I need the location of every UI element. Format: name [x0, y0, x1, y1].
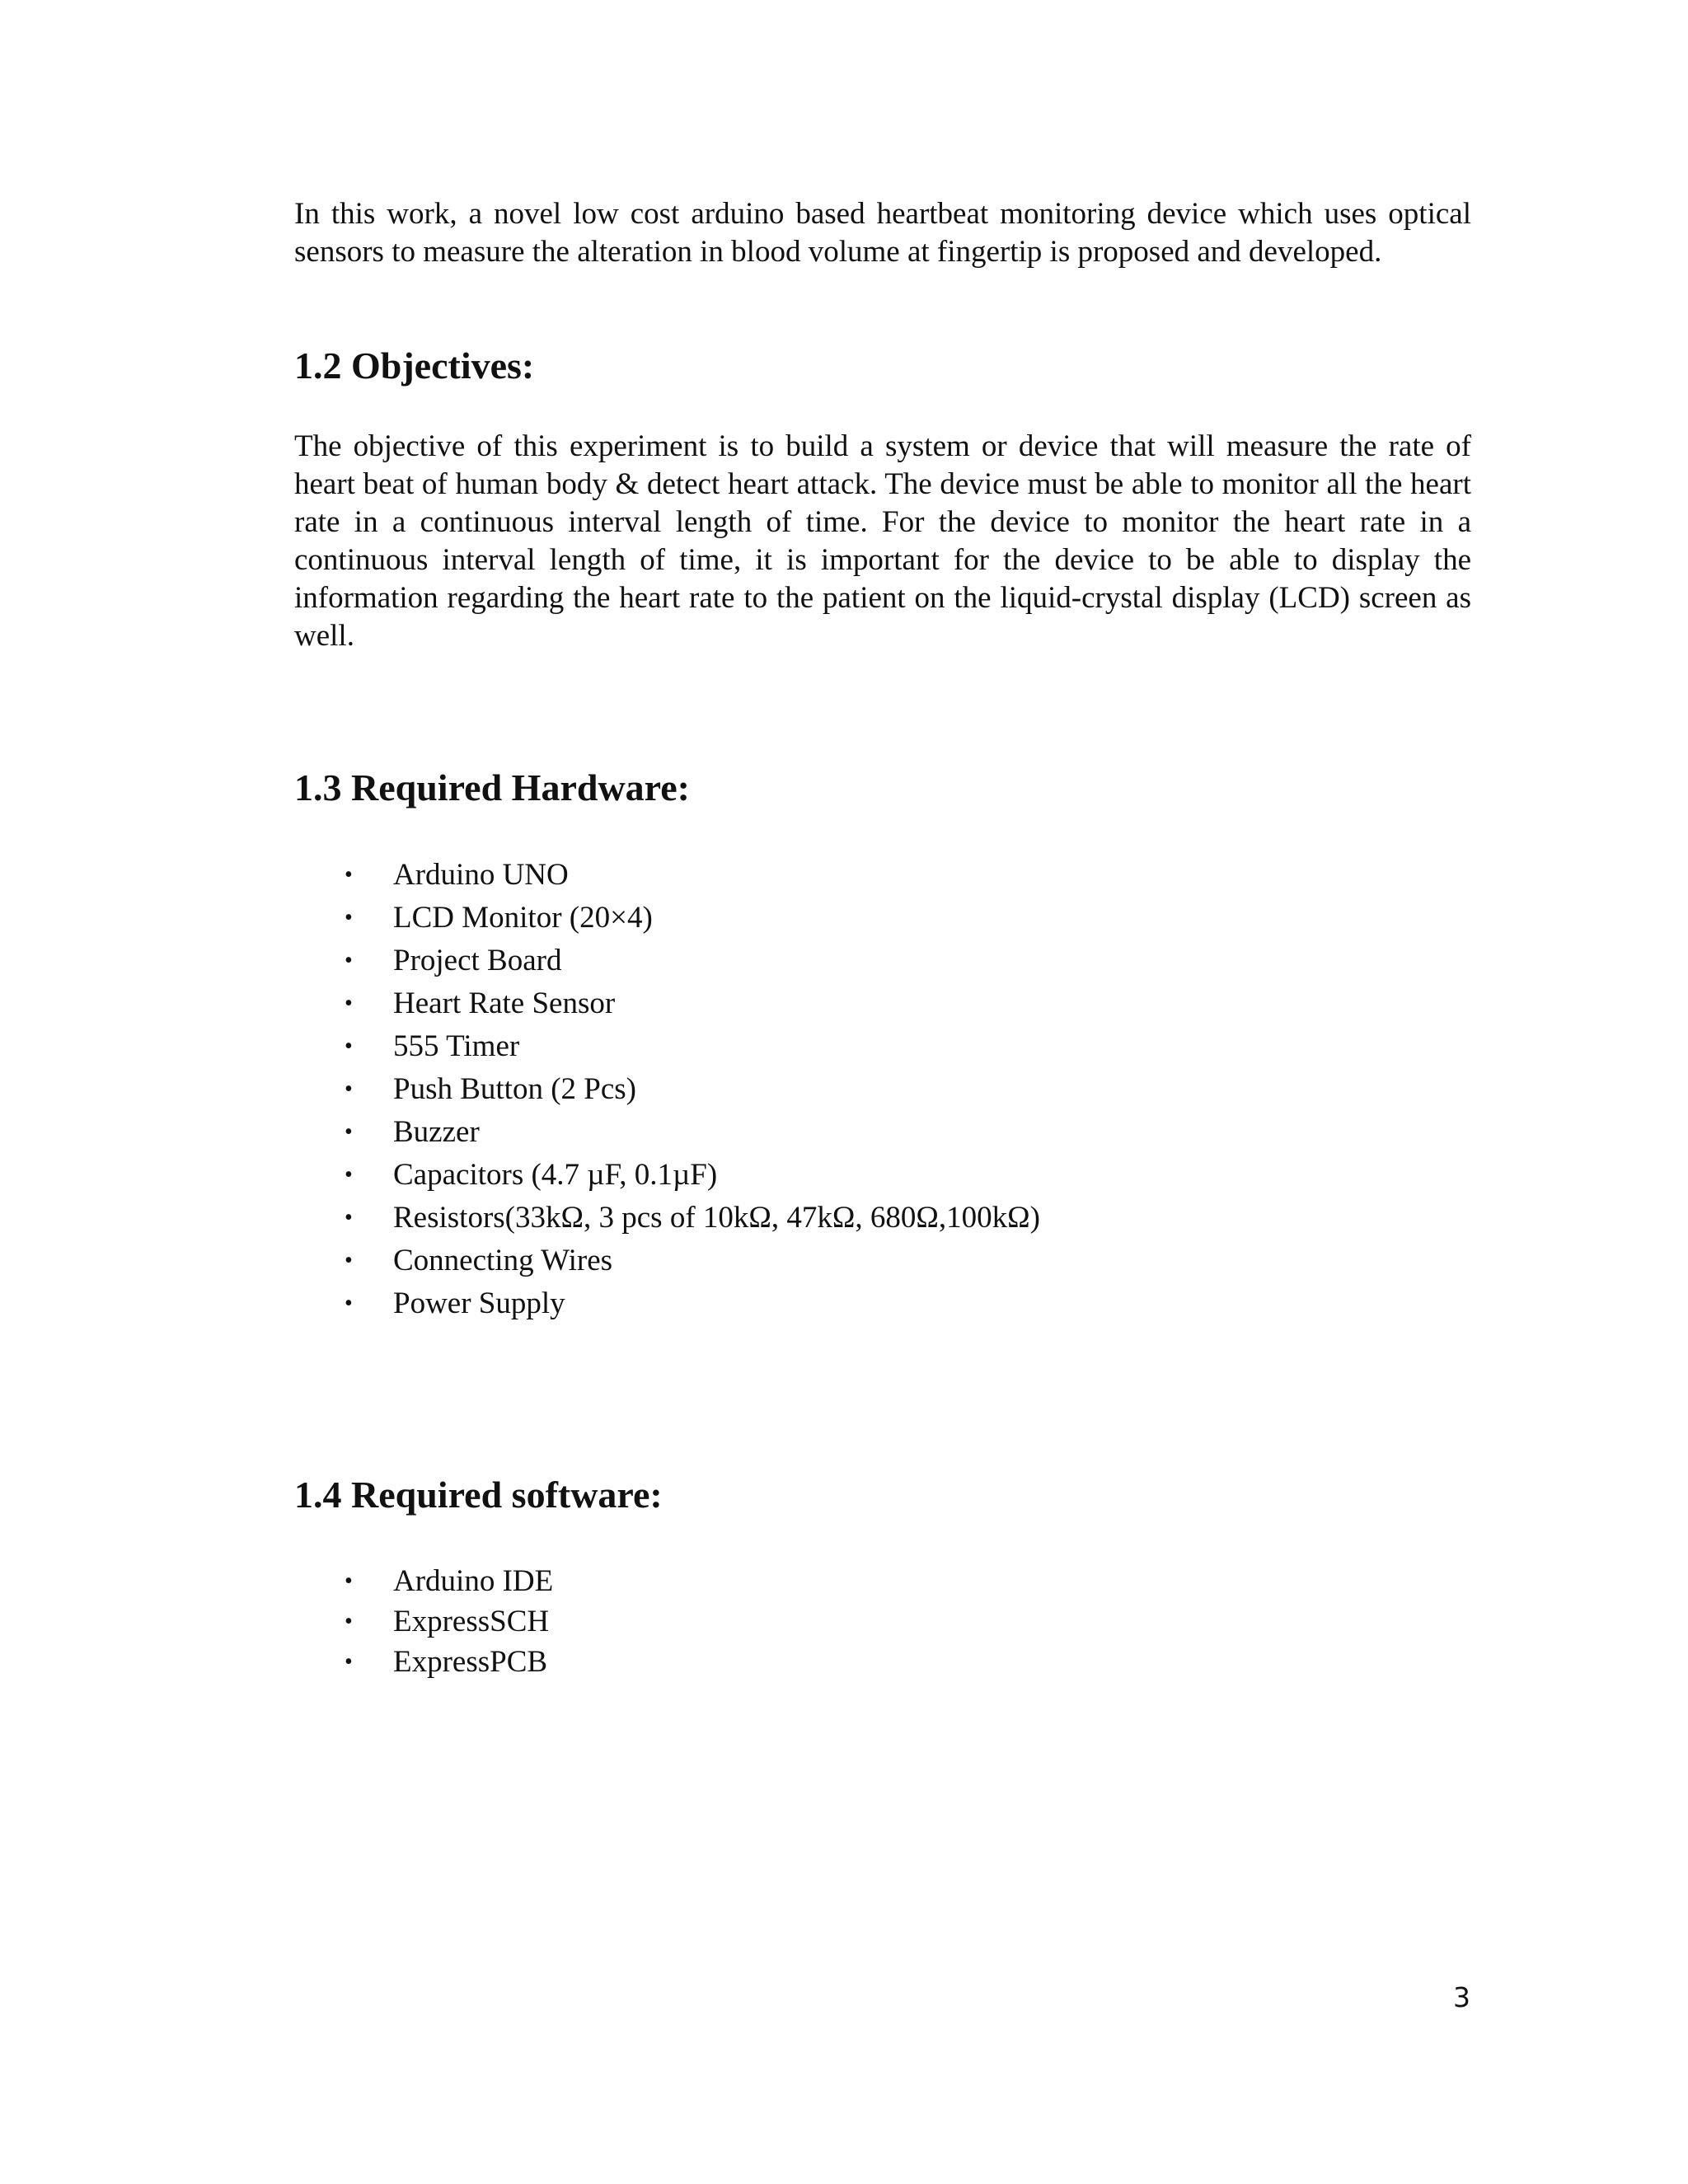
objectives-paragraph: The objective of this experiment is to build a system or device that will measure the rate of heart beat of human body & detect heart attack. The device must be able to monitor all the heart rate in a continuous interval length of time. For the device to monitor the heart rate in a continuous interval length of time, it is important for the device to be able to display the information regarding the heart rate to the patient on the liquid-crystal display (LCD) screen as well. [294, 429, 1471, 653]
bullet-icon: • [345, 1162, 353, 1188]
page-number: 3 [1453, 1981, 1470, 2013]
bullet-icon: • [345, 1291, 353, 1316]
software-heading: 1.4 Required software: [294, 1474, 663, 1516]
hardware-item-label: Buzzer [393, 1115, 480, 1149]
hardware-item-label: Arduino UNO [393, 858, 569, 892]
hardware-item-label: Capacitors (4.7 µF, 0.1µF) [393, 1158, 718, 1192]
list-item [345, 897, 1040, 940]
software-item-label: Arduino IDE [393, 1564, 554, 1598]
hardware-item-label: Connecting Wires [393, 1244, 613, 1277]
list-item [345, 1068, 1040, 1111]
bullet-icon: • [345, 991, 353, 1016]
hardware-item-label: Push Button (2 Pcs) [393, 1072, 637, 1106]
hardware-item-label: Project Board [393, 944, 562, 977]
bullet-icon: • [345, 1568, 353, 1594]
bullet-icon: • [345, 1248, 353, 1273]
software-item-label: ExpressSCH [393, 1605, 550, 1638]
bullet-icon: • [345, 862, 353, 888]
hardware-item-label: Heart Rate Sensor [393, 987, 616, 1020]
hardware-item-label: LCD Monitor (20×4) [393, 901, 653, 935]
list-item [345, 1025, 1040, 1068]
hardware-heading: 1.3 Required Hardware: [294, 766, 690, 808]
hardware-item-label: Resistors(33kΩ, 3 pcs of 10kΩ, 47kΩ, 680Ω,100kΩ) [393, 1201, 1040, 1235]
hardware-item-label: Power Supply [393, 1286, 565, 1320]
bullet-icon: • [345, 905, 353, 930]
list-item [345, 982, 1040, 1025]
objectives-heading: 1.2 Objectives: [294, 344, 535, 387]
list-item [345, 1642, 553, 1682]
intro-paragraph: In this work, a novel low cost arduino based heartbeat monitoring device which uses optical sensors to measure the alteration in blood volume at fingertip is proposed and developed. [294, 197, 1471, 269]
list-item [345, 854, 1040, 897]
list-item [345, 1561, 553, 1601]
bullet-icon: • [345, 1609, 353, 1634]
list-item [345, 1601, 553, 1642]
list-item [345, 1111, 1040, 1154]
bullet-icon: • [345, 1649, 353, 1675]
hardware-list [345, 854, 1040, 1325]
bullet-icon: • [345, 1119, 353, 1145]
bullet-icon: • [345, 1033, 353, 1059]
software-item-label: ExpressPCB [393, 1645, 548, 1679]
list-item [345, 940, 1040, 982]
list-item [345, 1240, 1040, 1282]
hardware-item-label: 555 Timer [393, 1029, 520, 1063]
bullet-icon: • [345, 948, 353, 973]
bullet-icon: • [345, 1205, 353, 1230]
list-item [345, 1282, 1040, 1325]
list-item [345, 1154, 1040, 1197]
list-item [345, 1197, 1040, 1240]
bullet-icon: • [345, 1076, 353, 1102]
software-list [345, 1561, 553, 1682]
